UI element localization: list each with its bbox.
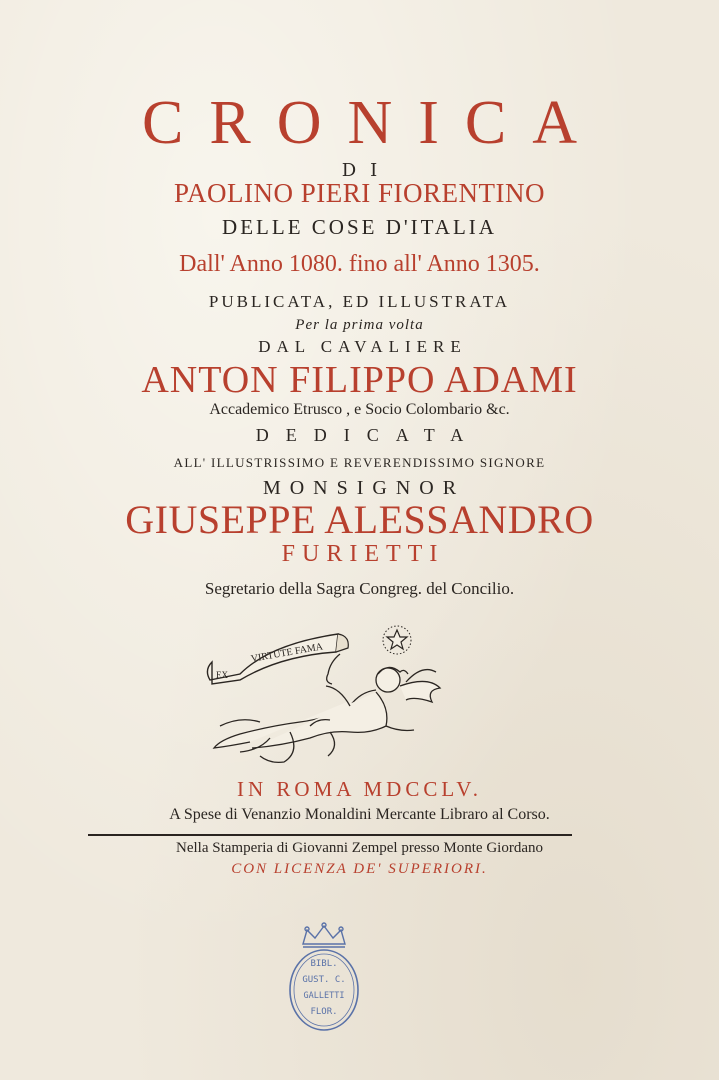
first-time-line: Per la prima volta	[295, 317, 424, 333]
editor-titles: Accademico Etrusco , e Socio Colombario &c.	[209, 401, 510, 418]
dedicated-line: DEDICATA	[255, 425, 481, 445]
banner-motto-text: VIRTUTE FAMA	[250, 641, 324, 665]
dedicatee-surname: FURIETTI	[281, 541, 445, 567]
stamp-line-3: GALLETTI	[303, 991, 345, 1001]
license-line: CON LICENZA DE' SUPERIORI.	[231, 861, 488, 877]
stamp-line-1: BIBL.	[310, 959, 338, 969]
fame-woodcut-emblem	[200, 622, 450, 772]
stamp-line-2: GUST. C.	[302, 975, 346, 985]
crown-icon	[303, 923, 345, 947]
by-cavaliere-line: DAL CAVALIERE	[258, 337, 467, 356]
editor-name: ANTON FILIPPO ADAMI	[141, 359, 578, 401]
dedicatee-name: GIUSEPPE ALESSANDRO	[125, 497, 594, 542]
city-and-year: IN ROMA MDCCLV.	[237, 777, 482, 801]
book-subject: DELLE COSE D'ITALIA	[222, 215, 497, 239]
book-title: CRONICA	[141, 89, 604, 157]
date-range: Dall' Anno 1080. fino all' Anno 1305.	[179, 251, 540, 277]
printer-line: Nella Stamperia di Giovanni Zempel presso Monte Giordano	[176, 840, 543, 856]
published-line: PUBLICATA, ED ILLUSTRATA	[208, 292, 511, 311]
library-ownership-stamp	[285, 920, 363, 1038]
publisher-line: A Spese di Venanzio Monaldini Mercante Libraro al Corso.	[169, 806, 550, 823]
star-icon	[383, 626, 411, 654]
banner-end-text: EX	[216, 670, 228, 680]
dedicatee-office: Segretario della Sagra Congreg. del Concilio.	[204, 579, 515, 598]
stamp-line-4: FLOR.	[310, 1007, 338, 1017]
dedication-to-line: ALL' ILLUSTRISSIMO E REVERENDISSIMO SIGNORE	[173, 455, 546, 470]
title-di: DI	[341, 160, 392, 181]
author-name: PAOLINO PIERI FIORENTINO	[173, 178, 545, 208]
honorific-line: MONSIGNOR	[262, 477, 466, 499]
imprint-divider	[88, 834, 572, 836]
